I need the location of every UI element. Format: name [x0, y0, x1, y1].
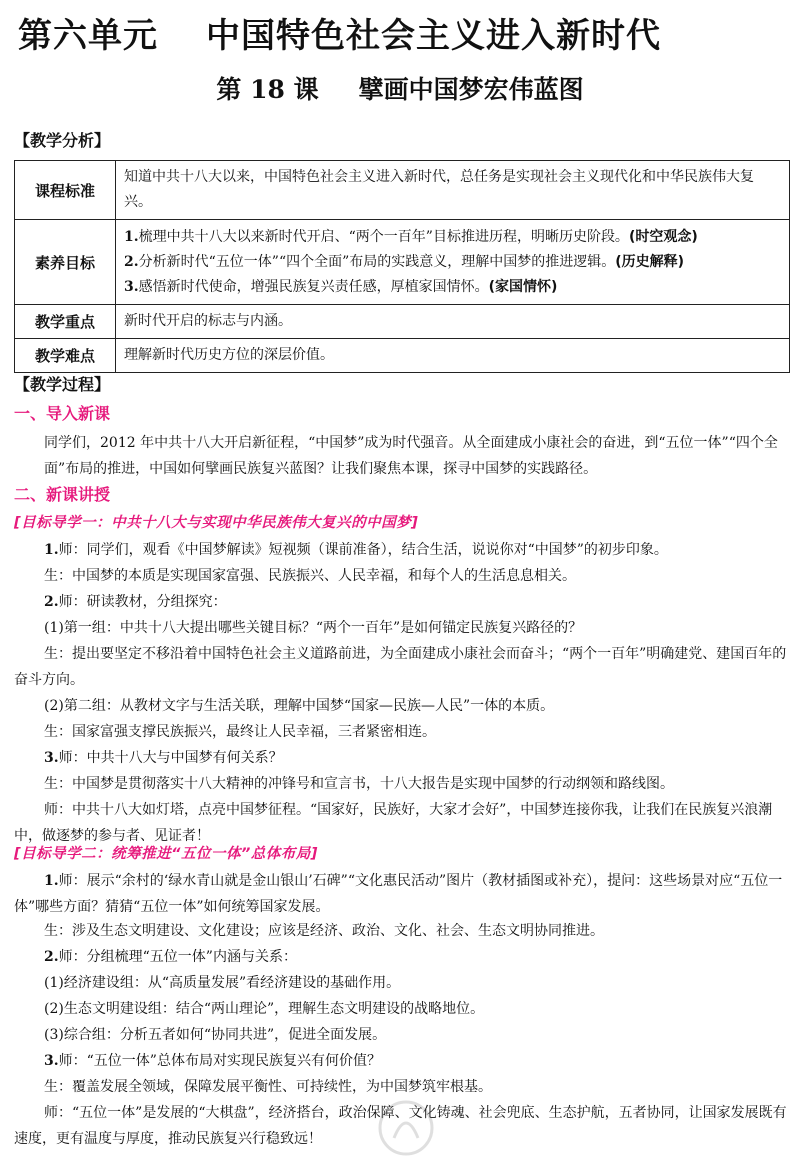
- unit-name: 中国特色社会主义进入新时代: [206, 16, 661, 56]
- paragraph: 1.师：同学们，观看《中国梦解读》短视频（课前准备），结合生活，说说你对“中国梦”的初步印象。: [44, 542, 668, 558]
- paragraph: 师：“五位一体”是发展的“大棋盘”，经济搭台，政治保障、文化铸魂、社会兜底、生态护航，五者协同，让国家发展既有速度，更有温度与厚度，推动民族复兴行稳致远！: [14, 1105, 787, 1147]
- process-heading: 【教学过程】: [14, 375, 111, 394]
- paragraph: 2.师：研读教材，分组探究：: [44, 594, 227, 610]
- literacy-goal: 2.分析新时代“五位一体”“四个全面”布局的实践意义，理解中国梦的推进逻辑。(历史解释): [124, 253, 685, 270]
- goal-two-heading: [目标导学二：统筹推进“五位一体”总体布局]: [14, 846, 318, 862]
- table-row: [15, 220, 790, 305]
- lesson-number: 第 18 课: [216, 75, 319, 104]
- table-row: [15, 305, 790, 339]
- table-row: [15, 339, 790, 373]
- paragraph: (2)生态文明建设组：结合“两山理论”，理解生态文明建设的战略地位。: [44, 1001, 485, 1017]
- difficulty-label: 教学难点: [15, 339, 116, 373]
- literacy-tag: (时空观念): [628, 228, 698, 245]
- paragraph: (2)第二组：从教材文字与生活关联，理解中国梦“国家—民族—人民”一体的本质。: [44, 698, 555, 714]
- literacy-tag: (家国情怀): [488, 278, 558, 295]
- paragraph: 1.师：展示“余村的‘绿水青山就是金山银山’石碑”“文化惠民活动”图片（教材插图或补充），提问：这些场景对应“五位一体”哪些方面？猜猜“五位一体”如何统筹国家发展。: [14, 873, 783, 915]
- paragraph: 生：中国梦是贯彻落实十八大精神的冲锋号和宣言书，十八大报告是实现中国梦的行动纲领和路线图。: [44, 776, 674, 792]
- paragraph: 3.师：中共十八大与中国梦有何关系？: [44, 750, 283, 766]
- paragraph: 生：国家富强支撑民族振兴，最终让人民幸福，三者紧密相连。: [44, 724, 436, 740]
- section-intro-heading: 一、导入新课: [14, 404, 111, 423]
- goal-one-heading: [目标导学一：中共十八大与实现中华民族伟大复兴的中国梦]: [14, 515, 419, 531]
- paragraph: 3.师：“五位一体”总体布局对实现民族复兴有何价值？: [44, 1053, 381, 1069]
- paragraph: 师：中共十八大如灯塔，点亮中国梦征程。“国家好，民族好，大家才会好”，中国梦连接你我，让我们在民族复兴浪潮中，做逐梦的参与者、见证者！: [14, 802, 773, 844]
- literacy-tag: (历史解释): [615, 253, 685, 270]
- section-lecture-heading: 二、新课讲授: [14, 485, 111, 504]
- standard-label: 课程标准: [15, 161, 116, 220]
- paragraph: 生：提出要坚定不移沿着中国特色社会主义道路前进，为全面建成小康社会而奋斗；“两个一百年”明确建党、建国百年的奋斗方向。: [14, 646, 787, 688]
- literacy-goals: [116, 220, 790, 305]
- focus-label: 教学重点: [15, 305, 116, 339]
- standard-text: 知道中共十八大以来，中国特色社会主义进入新时代，总任务是实现社会主义现代化和中华民族伟大复兴。: [116, 161, 790, 220]
- watermark-icon: [376, 1098, 436, 1158]
- paragraph: 2.师：分组梳理“五位一体”内涵与关系：: [44, 949, 297, 965]
- table-row: [15, 161, 790, 220]
- analysis-table: [14, 160, 790, 373]
- unit-title: [18, 12, 788, 60]
- literacy-label: 素养目标: [15, 220, 116, 305]
- literacy-goal: 3.感悟新时代使命，增强民族复兴责任感，厚植家国情怀。(家国情怀): [124, 278, 558, 295]
- paragraph: 生：涉及生态文明建设、文化建设；应该是经济、政治、文化、社会、生态文明协同推进。: [44, 923, 604, 939]
- paragraph: (1)第一组：中共十八大提出哪些关键目标？“两个一百年”是如何锚定民族复兴路径的？: [44, 620, 583, 636]
- paragraph: (1)经济建设组：从“高质量发展”看经济建设的基础作用。: [44, 975, 401, 991]
- unit-number: 第六单元: [18, 16, 158, 56]
- paragraph: 生：覆盖发展全领域，保障发展平衡性、可持续性，为中国梦筑牢根基。: [44, 1079, 492, 1095]
- lesson-title: [0, 72, 800, 108]
- paragraph: (3)综合组：分析五者如何“协同共进”，促进全面发展。: [44, 1027, 387, 1043]
- paragraph: 生：中国梦的本质是实现国家富强、民族振兴、人民幸福，和每个人的生活息息相关。: [44, 568, 576, 584]
- analysis-heading: 【教学分析】: [14, 131, 111, 150]
- intro-paragraph: 同学们，2012 年中共十八大开启新征程，“中国梦”成为时代强音。从全面建成小康社会的奋进，到“五位一体”“四个全面”布局的推进，中国如何擘画民族复兴蓝图？让我们聚焦本课，探寻中国梦的实践路径。: [44, 435, 778, 477]
- difficulty-text: 理解新时代历史方位的深层价值。: [116, 339, 790, 373]
- focus-text: 新时代开启的标志与内涵。: [116, 305, 790, 339]
- literacy-goal: 1.梳理中共十八大以来新时代开启、“两个一百年”目标推进历程，明晰历史阶段。(时空观念): [124, 228, 698, 245]
- lesson-name: 擘画中国梦宏伟蓝图: [358, 75, 584, 104]
